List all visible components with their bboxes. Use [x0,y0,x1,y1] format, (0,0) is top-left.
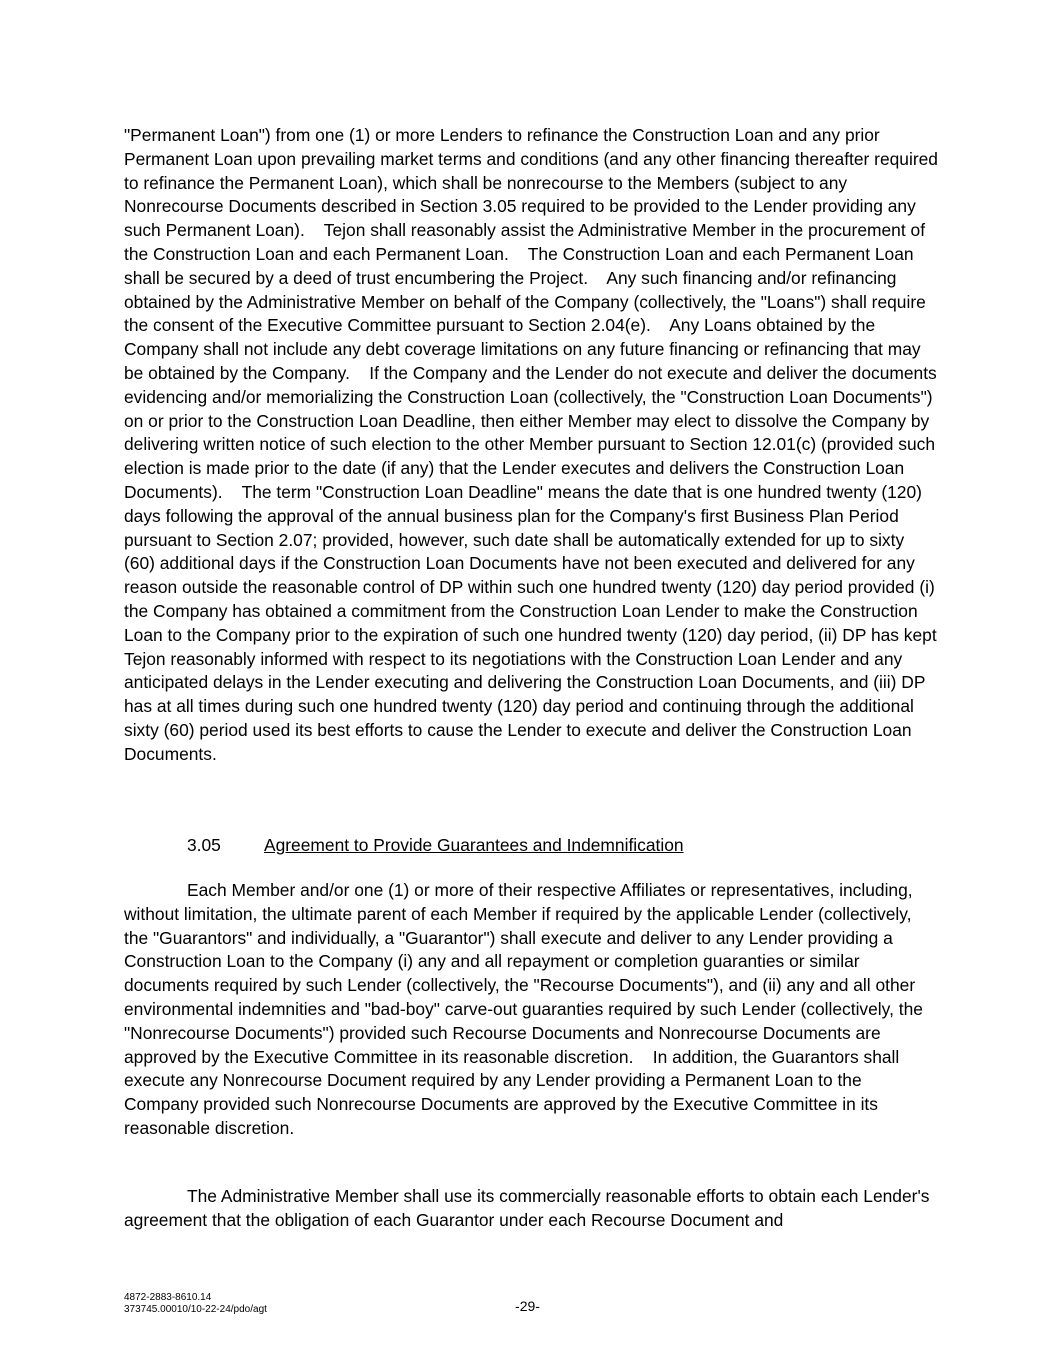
footer-doc-id-line-1: 4872-2883-8610.14 [124,1292,212,1303]
section-heading-3-05 [187,834,684,858]
section-number: 3.05 [187,835,221,855]
page-number: -29- [515,1298,540,1314]
body-paragraph-permanent-loan: "Permanent Loan") from one (1) or more Lenders to refinance the Construction Loan and any prior Permanent Loan upon prevailing market terms and conditions (and any other financing thereafter required to refinance the Permanent Loan), which shall be nonrecourse to the Members (subject to any Nonrecourse Documents described in Section 3.05 required to be provided to the Lender providing any such Permanent Loan). Tejon shall reasonably assist the Administrative Member in the procurement of the Construction Loan and each Permanent Loan. The Construction Loan and each Permanent Loan shall be secured by a deed of trust encumbering the Project. Any such financing and/or refinancing obtained by the Administrative Member on behalf of the Company (collectively, the "Loans") shall require the consent of the Executive Committee pursuant to Section 2.04(e). Any Loans obtained by the Company shall not include any debt coverage limitations on any future financing or refinancing that may be obtained by the Company. If the Company and the Lender do not execute and deliver the documents evidencing and/or memorializing the Construction Loan (collectively, the "Construction Loan Documents") on or prior to the Construction Loan Deadline, then either Member may elect to dissolve the Company by delivering written notice of such election to the other Member pursuant to Section 12.01(c) (provided such election is made prior to the date (if any) that the Lender executes and delivers the Construction Loan Documents). The term "Construction Loan Deadline" means the date that is one hundred twenty (120) days following the approval of the annual business plan for the Company's first Business Plan Period pursuant to Section 2.07; provided, however, such date shall be automatically extended for up to sixty (60) additional days if the Construction Loan Documents have not been executed and delivered for any reason outside the reasonable control of DP within such one hundred twenty (120) day period provided (i) the Company has obtained a commitment from the Construction Loan Lender to make the Construction Loan to the Company prior to the expiration of such one hundred twenty (120) day period, (ii) DP has kept Tejon reasonably informed with respect to its negotiations with the Construction Loan Lender and any anticipated delays in the Lender executing and delivering the Construction Loan Documents, and (iii) DP has at all times during such one hundred twenty (120) day period and continuing through the additional sixty (60) period used its best efforts to cause the Lender to execute and deliver the Construction Loan Documents. [124,125,938,764]
body-paragraph-guarantors: Each Member and/or one (1) or more of their respective Affiliates or representatives, including, without limitation, the ultimate parent of each Member if required by the applicable Lender (collectively, the "Guarantors" and individually, a "Guarantor") shall execute and deliver to any Lender providing a Construction Loan to the Company (i) any and all repayment or completion guaranties or similar documents required by such Lender (collectively, the "Recourse Documents"), and (ii) any and all other environmental indemnities and "bad-boy" carve-out guaranties required by such Lender (collectively, the "Nonrecourse Documents") provided such Recourse Documents and Nonrecourse Documents are approved by the Executive Committee in its reasonable discretion. In addition, the Guarantors shall execute any Nonrecourse Document required by any Lender providing a Permanent Loan to the Company provided such Nonrecourse Documents are approved by the Executive Committee in its reasonable discretion. [124,880,923,1138]
body-paragraph-administrative-member: The Administrative Member shall use its commercially reasonable efforts to obtain each Lender's agreement that the obligation of each Guarantor under each Recourse Document and [124,1186,930,1230]
footer-doc-id-line-2: 373745.00010/10-22-24/pdo/agt [124,1304,267,1315]
section-title: Agreement to Provide Guarantees and Indemnification [264,835,684,855]
